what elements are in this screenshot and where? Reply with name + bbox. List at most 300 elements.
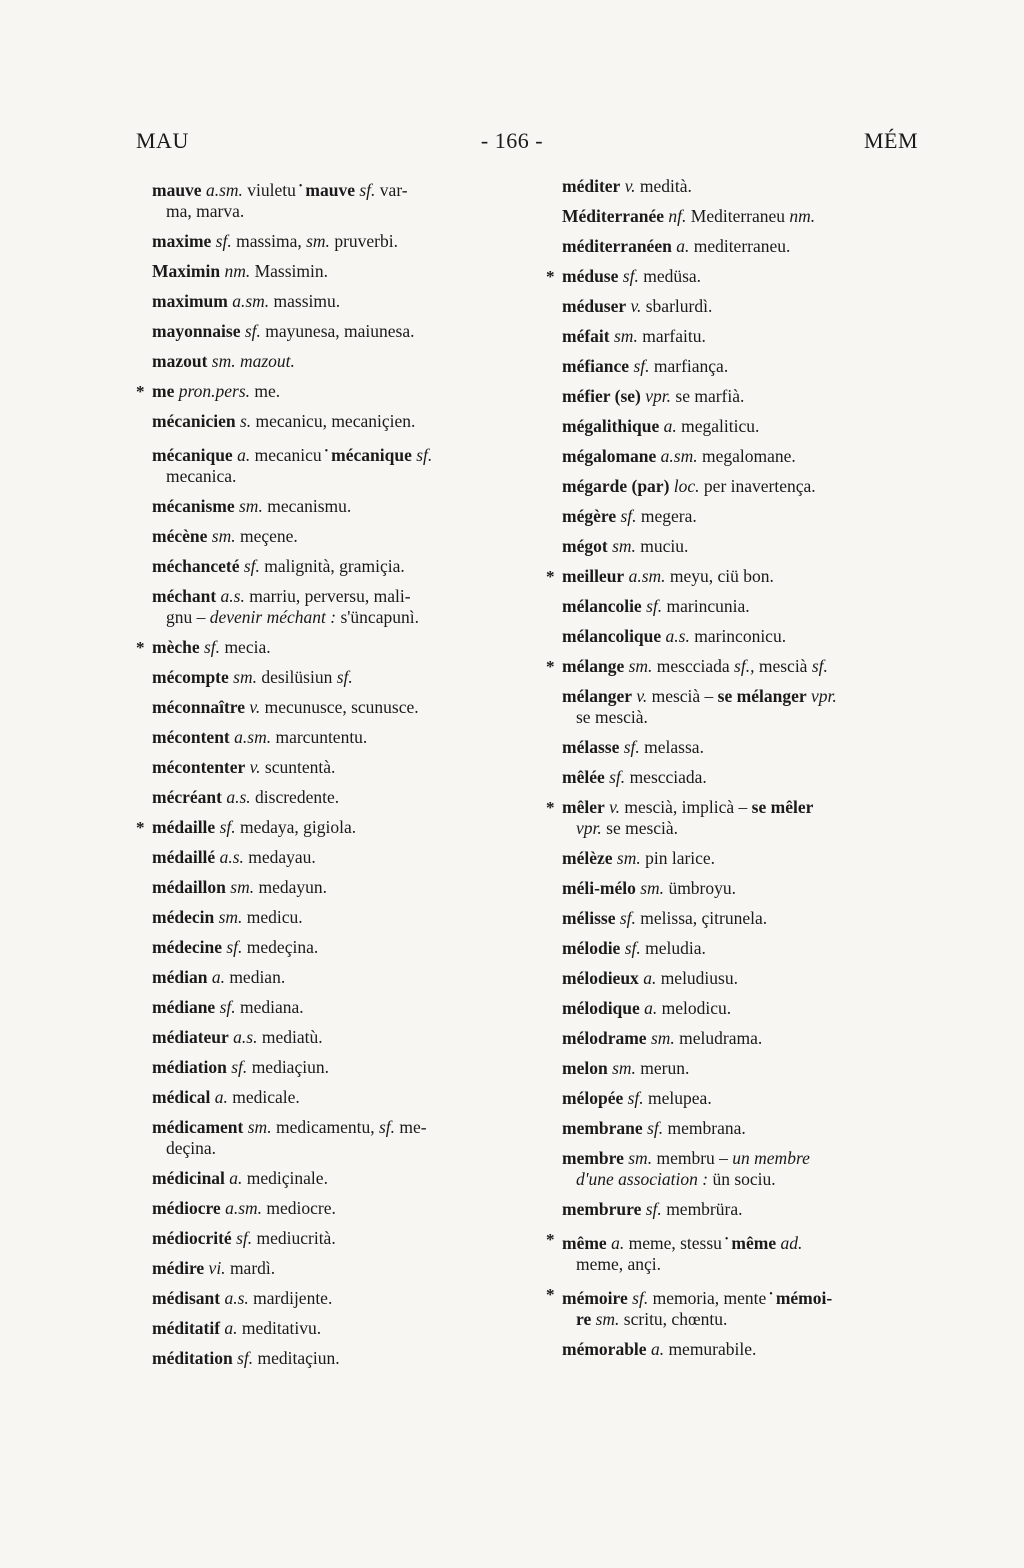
entry-marker-asterisk: * — [546, 1230, 555, 1249]
dictionary-entry — [546, 266, 934, 287]
separator-dot: • — [724, 1234, 729, 1245]
grammar-label: sm. — [628, 656, 653, 676]
translation: s'üncapunì. — [340, 606, 419, 627]
grammar-label: sf. — [811, 656, 828, 676]
translation: mecanica. — [166, 465, 237, 486]
grammar-label: sm. — [230, 876, 255, 897]
headword: maxime — [152, 230, 212, 251]
translation: mediatù. — [261, 1026, 323, 1047]
translation: muciu. — [640, 536, 689, 556]
translation: sbarlurdì. — [645, 296, 713, 316]
grammar-label: vi. — [208, 1257, 226, 1278]
grammar-label: vpr. — [576, 818, 602, 838]
dictionary-entry — [152, 526, 520, 547]
translation: mescciada — [656, 656, 730, 676]
headword: médaille — [152, 816, 216, 837]
dictionary-entry — [152, 787, 520, 808]
grammar-label: sf. — [620, 506, 637, 526]
grammar-label: v. — [624, 176, 636, 196]
headword: méconnaître — [152, 696, 245, 717]
grammar-label: a. — [214, 1086, 228, 1107]
grammar-label: sf. — [622, 266, 639, 286]
headword: mazout — [152, 350, 208, 371]
translation: mardijente. — [253, 1287, 333, 1308]
translation: mecunusce, scunusce. — [264, 696, 419, 717]
translation: malignità, gramiçia. — [264, 555, 405, 576]
entry-marker-asterisk: * — [546, 657, 555, 676]
dictionary-entry — [562, 878, 934, 899]
grammar-label: nm. — [789, 206, 816, 226]
grammar-label: a.s. — [233, 1026, 258, 1047]
dictionary-entry — [562, 848, 934, 869]
headword: méchant — [152, 585, 217, 606]
headword: médecin — [152, 906, 215, 927]
dictionary-entry — [152, 1027, 520, 1048]
headword: mélodique — [562, 998, 640, 1018]
dictionary-entry — [152, 877, 520, 898]
translation: mescià, implicà – — [624, 797, 748, 817]
translation: meçene. — [239, 525, 298, 546]
grammar-label: sm. — [628, 1148, 653, 1168]
headword: me — [152, 380, 175, 401]
headword: médicament — [152, 1116, 244, 1137]
dictionary-entry — [152, 441, 520, 487]
headword: mélodieux — [562, 968, 639, 988]
translation: ümbroyu. — [668, 878, 737, 898]
grammar-label: sf. — [219, 996, 236, 1017]
dictionary-entry — [546, 797, 934, 839]
sub-headword: même — [731, 1232, 777, 1253]
headword: médire — [152, 1257, 205, 1278]
headword: méchanceté — [152, 555, 240, 576]
dictionary-entry — [562, 446, 934, 467]
translation: megaliticu. — [681, 416, 760, 436]
dictionary-entry — [562, 1088, 934, 1109]
headword: mauve — [152, 179, 202, 200]
dictionary-entry — [562, 626, 934, 647]
right-column — [546, 176, 934, 1369]
dictionary-entry — [136, 816, 520, 838]
translation: medità. — [639, 176, 692, 196]
grammar-label: sf., — [734, 656, 755, 676]
grammar-label: a.s. — [665, 626, 690, 646]
headword: méditer — [562, 176, 621, 196]
dictionary-entry — [562, 176, 934, 197]
sub-headword: re — [576, 1308, 592, 1329]
translation: medayun. — [258, 876, 328, 897]
translation: meludrama. — [679, 1028, 763, 1048]
translation: marfiança. — [653, 356, 729, 376]
grammar-label: a.s. — [224, 1287, 249, 1308]
dictionary-entry — [136, 636, 520, 658]
dictionary-entry — [152, 667, 520, 688]
grammar-label: a. — [644, 998, 658, 1018]
grammar-label: sf. — [336, 666, 353, 687]
headword: mécréant — [152, 786, 222, 807]
headword: médiane — [152, 996, 216, 1017]
headword: membre — [562, 1148, 624, 1168]
grammar-label: sm. — [616, 848, 641, 868]
translation: Massimin. — [254, 260, 328, 281]
dictionary-entry — [152, 261, 520, 282]
dictionary-entry — [562, 1199, 934, 1220]
entry-marker-asterisk: * — [136, 817, 145, 837]
dictionary-entry — [152, 1057, 520, 1078]
grammar-label: sm. — [614, 326, 638, 346]
dictionary-entry — [152, 176, 520, 222]
dictionary-entry — [562, 596, 934, 617]
example-phrase: devenir méchant : — [209, 606, 337, 627]
translation: pin larice. — [645, 848, 716, 868]
entry-marker-asterisk: * — [546, 567, 555, 586]
translation: scuntentà. — [264, 756, 336, 777]
translation: ma, marva. — [166, 200, 245, 221]
dictionary-entry — [152, 1168, 520, 1189]
translation: marcuntentu. — [275, 726, 368, 747]
headword: mémorable — [562, 1338, 647, 1359]
translation: mediucrità. — [256, 1227, 336, 1248]
translation: memurabile. — [668, 1338, 757, 1359]
dictionary-entry — [152, 1288, 520, 1309]
translation: mayunesa, maiunesa. — [265, 320, 415, 341]
grammar-label: a.s. — [219, 846, 244, 867]
headword: médisant — [152, 1287, 221, 1308]
page-number: - 166 - — [480, 128, 544, 153]
grammar-label: a.s. — [220, 585, 245, 606]
headword: médaillé — [152, 846, 216, 867]
headword: mégalomane — [562, 446, 657, 466]
dictionary-entry — [562, 296, 934, 317]
translation: median. — [229, 966, 286, 987]
grammar-label: nf. — [668, 206, 687, 226]
sub-headword: se mêler — [751, 797, 814, 817]
dictionary-entry — [562, 326, 934, 347]
grammar-label: a.sm. — [660, 446, 698, 466]
translation: mescciada. — [629, 767, 707, 787]
translation: meme, ançi. — [576, 1253, 662, 1274]
dictionary-entry — [562, 767, 934, 788]
translation: melodicu. — [661, 998, 732, 1018]
headword: méditatif — [152, 1317, 221, 1338]
translation: var- — [379, 179, 408, 200]
example-phrase: un membre — [732, 1148, 810, 1168]
translation: membru – — [656, 1148, 728, 1168]
entry-marker-asterisk: * — [136, 381, 145, 401]
headword: maximum — [152, 290, 228, 311]
dictionary-entry — [562, 908, 934, 929]
translation: medicamentu, — [275, 1116, 375, 1137]
sub-headword: mauve — [305, 179, 355, 200]
grammar-label: v. — [609, 797, 620, 817]
grammar-label: pron.pers. — [178, 380, 251, 401]
translation: meme, stessu — [628, 1232, 722, 1253]
dictionary-entry — [152, 1348, 520, 1369]
grammar-label: sf. — [633, 356, 650, 376]
dictionary-entry — [152, 997, 520, 1018]
dictionary-entry — [562, 476, 934, 497]
dictionary-entry — [562, 686, 934, 728]
translation: marfaitu. — [642, 326, 706, 346]
dictionary-entry — [562, 998, 934, 1019]
entry-continuation — [152, 201, 520, 222]
grammar-label: a.sm. — [234, 726, 272, 747]
grammar-label: a. — [211, 966, 225, 987]
grammar-label: a.sm. — [232, 290, 270, 311]
translation: marriu, perversu, mali- — [249, 585, 411, 606]
separator-dot: • — [324, 445, 329, 457]
dictionary-entry — [152, 907, 520, 928]
grammar-label: sf. — [623, 737, 640, 757]
translation: medaya, gigiola. — [240, 816, 357, 837]
header-right-guide-word: MÉM — [863, 128, 918, 153]
headword: mémoire — [562, 1287, 628, 1308]
dictionary-entry — [546, 1229, 934, 1275]
entry-marker-asterisk: * — [136, 637, 145, 657]
translation: mecia. — [224, 636, 271, 657]
separator-dot: • — [769, 1288, 773, 1300]
translation: mediana. — [240, 996, 304, 1017]
dictionary-entry — [562, 1339, 934, 1360]
grammar-label: sf. — [646, 596, 663, 616]
translation: medicu. — [246, 906, 303, 927]
dictionary-entry — [546, 566, 934, 587]
entry-continuation — [152, 1138, 520, 1159]
dictionary-entry — [152, 727, 520, 748]
headword: mégère — [562, 506, 617, 526]
dictionary-entry — [562, 1118, 934, 1139]
headword: mélodrame — [562, 1028, 647, 1048]
grammar-label: sm. — [211, 350, 236, 371]
dictionary-entry — [152, 1258, 520, 1279]
headword: médecine — [152, 936, 222, 957]
translation: mediterraneu. — [693, 236, 791, 256]
sub-headword: mécanique — [331, 444, 412, 465]
headword: mélasse — [562, 737, 620, 757]
headword: médaillon — [152, 876, 226, 897]
headword: mélisse — [562, 908, 616, 928]
grammar-label: a. — [237, 444, 251, 465]
dictionary-entry — [562, 737, 934, 758]
grammar-label: a. — [224, 1317, 238, 1338]
grammar-label: sf. — [243, 555, 260, 576]
headword: médiateur — [152, 1026, 229, 1047]
headword: mélèze — [562, 848, 613, 868]
translation: melassa. — [644, 737, 704, 757]
dictionary-entry — [562, 938, 934, 959]
translation: mediçinale. — [246, 1167, 328, 1188]
translation: medicale. — [232, 1086, 300, 1107]
entry-marker-asterisk: * — [546, 267, 555, 286]
dictionary-entry — [562, 1028, 934, 1049]
grammar-label: a.sm. — [205, 179, 243, 200]
dictionary-entry — [546, 1284, 934, 1330]
grammar-label: a.sm. — [225, 1197, 263, 1218]
dictionary-entry — [562, 968, 934, 989]
dictionary-entry — [152, 1198, 520, 1219]
headword: même — [562, 1232, 607, 1253]
headword: mécanicien — [152, 410, 236, 431]
dictionary-entry — [152, 411, 520, 432]
dictionary-entry — [152, 496, 520, 517]
grammar-label: sf. — [236, 1227, 253, 1248]
dictionary-entry — [152, 1087, 520, 1108]
translation: Mediterraneu — [690, 206, 786, 226]
dictionary-entry — [562, 386, 934, 407]
headword: médiocrité — [152, 1227, 232, 1248]
dictionary-entry — [546, 656, 934, 677]
entry-marker-asterisk: * — [546, 798, 555, 817]
translation: pruverbi. — [334, 230, 398, 251]
headword: méditerranéen — [562, 236, 672, 256]
headword: mécène — [152, 525, 208, 546]
headword: mégot — [562, 536, 608, 556]
headword: mécanique — [152, 444, 233, 465]
headword: mélopée — [562, 1088, 624, 1108]
dictionary-entry — [152, 847, 520, 868]
translation: meditativu. — [241, 1317, 322, 1338]
grammar-label: sf. — [624, 938, 641, 958]
grammar-label: sm. — [233, 666, 257, 687]
dictionary-entry — [562, 536, 934, 557]
translation: ün sociu. — [712, 1169, 776, 1189]
headword: membrure — [562, 1199, 642, 1219]
grammar-label: sm. — [650, 1028, 675, 1048]
headword: mêlée — [562, 767, 605, 787]
grammar-label: sf. — [237, 1347, 254, 1368]
grammar-label: sm. — [211, 525, 236, 546]
grammar-label: sf. — [416, 444, 433, 465]
dictionary-entry — [562, 1148, 934, 1190]
headword: meilleur — [562, 566, 625, 586]
translation: massima, — [236, 230, 302, 251]
headword: melon — [562, 1058, 608, 1078]
grammar-label: v. — [636, 686, 648, 706]
grammar-label: a. — [643, 968, 657, 988]
headword: mélanger — [562, 686, 632, 706]
grammar-label: loc. — [673, 476, 700, 496]
translation: medayau. — [248, 846, 316, 867]
grammar-label: sf. — [647, 1118, 664, 1138]
entry-continuation — [562, 818, 934, 839]
headword: méfait — [562, 326, 610, 346]
translation: memoria, mente — [652, 1287, 767, 1308]
dictionary-entry — [562, 506, 934, 527]
translation: marincunia. — [666, 596, 750, 616]
dictionary-entry — [152, 1117, 520, 1159]
entry-continuation — [562, 707, 934, 728]
dictionary-entry — [562, 236, 934, 257]
grammar-label: sf. — [226, 936, 243, 957]
grammar-label: sf. — [244, 320, 261, 341]
grammar-label: sf. — [609, 767, 626, 787]
headword: mélancolique — [562, 626, 662, 646]
grammar-label: sf. — [632, 1287, 649, 1308]
headword: mécontenter — [152, 756, 246, 777]
dictionary-entry — [562, 416, 934, 437]
grammar-label: a.sm. — [628, 566, 666, 586]
translation: meludia. — [645, 938, 706, 958]
entry-continuation — [562, 1254, 934, 1275]
headword: médicinal — [152, 1167, 225, 1188]
grammar-label: sf. — [215, 230, 232, 251]
headword: mécompte — [152, 666, 229, 687]
dictionary-entry — [152, 231, 520, 252]
grammar-label: sf. — [627, 1088, 644, 1108]
headword: mélange — [562, 656, 625, 676]
grammar-label: sm. — [640, 878, 665, 898]
translation: membrana. — [667, 1118, 746, 1138]
grammar-label: a. — [611, 1232, 625, 1253]
translation: mecanismu. — [267, 495, 352, 516]
grammar-label: ad. — [780, 1232, 803, 1253]
headword: mécanisme — [152, 495, 235, 516]
dictionary-entry — [152, 291, 520, 312]
headword: médical — [152, 1086, 211, 1107]
headword: mégarde (par) — [562, 476, 670, 496]
dictionary-entry — [152, 586, 520, 628]
translation: meyu, ciü bon. — [669, 566, 774, 586]
grammar-label: a.s. — [226, 786, 251, 807]
header-left-guide-word: MAU — [136, 128, 189, 153]
grammar-label: sm. — [612, 536, 636, 556]
headword: mélodie — [562, 938, 621, 958]
grammar-label: sm. — [595, 1308, 620, 1329]
translation: mediaçiun. — [251, 1056, 329, 1077]
dictionary-entry — [152, 1228, 520, 1249]
translation: megalomane. — [702, 446, 796, 466]
translation: scritu, chœntu. — [623, 1308, 728, 1329]
headword: mêler — [562, 797, 605, 817]
translation: se mescià. — [576, 707, 648, 727]
grammar-label: v. — [249, 696, 261, 717]
dictionary-entry — [152, 351, 520, 372]
headword: mégalithique — [562, 416, 660, 436]
dictionary-entry — [152, 937, 520, 958]
headword: mécontent — [152, 726, 230, 747]
grammar-label: s. — [239, 410, 252, 431]
headword: méfier (se) — [562, 386, 641, 406]
translation: se marfià. — [675, 386, 745, 406]
translation: deçina. — [166, 1137, 217, 1158]
headword: méduser — [562, 296, 627, 316]
headword: mélancolie — [562, 596, 642, 616]
translation: melupea. — [648, 1088, 712, 1108]
entry-continuation — [152, 466, 520, 487]
headword: méduse — [562, 266, 619, 286]
dictionary-entry — [152, 757, 520, 778]
translation: membrüra. — [666, 1199, 743, 1219]
translation: mecanicu, mecaniçien. — [255, 410, 416, 431]
translation: merun. — [640, 1058, 690, 1078]
translation: medeçina. — [246, 936, 319, 957]
translation: me- — [399, 1116, 427, 1137]
dictionary-entry — [152, 967, 520, 988]
entry-marker-asterisk: * — [546, 1284, 555, 1304]
grammar-label: vpr. — [810, 686, 837, 706]
dictionary-entry — [152, 1318, 520, 1339]
headword: médiation — [152, 1056, 227, 1077]
translation: mescià – — [651, 686, 714, 706]
grammar-label: sf. — [378, 1116, 396, 1137]
entry-continuation — [152, 607, 520, 628]
translation: gnu – — [166, 606, 206, 627]
headword: médiocre — [152, 1197, 221, 1218]
entry-continuation — [562, 1169, 934, 1190]
headword: méditation — [152, 1347, 233, 1368]
translation: mediocre. — [266, 1197, 336, 1218]
translation: se mescià. — [606, 818, 679, 838]
translation: mardì. — [229, 1257, 276, 1278]
